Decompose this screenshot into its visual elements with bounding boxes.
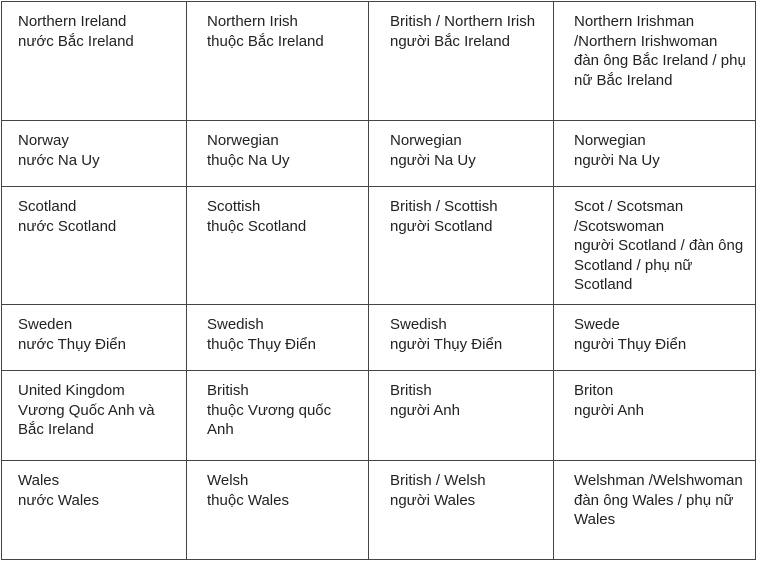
- people-cell: Swedish người Thụy Điển: [369, 305, 554, 371]
- adjective-cell: Welsh thuộc Wales: [187, 461, 369, 560]
- country-cell: Scotland nước Scotland: [2, 187, 187, 305]
- person-cell: Northern Irishman /Northern Irishwoman đàn ông Bắc Ireland / phụ nữ Bắc Ireland: [554, 2, 756, 121]
- adjective-cell: British thuộc Vương quốc Anh: [187, 371, 369, 461]
- person-cell: Briton người Anh: [554, 371, 756, 461]
- people-cell: British / Welsh người Wales: [369, 461, 554, 560]
- people-cell: British / Northern Irish người Bắc Ireland: [369, 2, 554, 121]
- country-cell: Norway nước Na Uy: [2, 121, 187, 187]
- person-cell: Welshman /Welshwoman đàn ông Wales / phụ nữ Wales: [554, 461, 756, 560]
- nationality-table: [1, 1, 756, 560]
- country-cell: United Kingdom Vương Quốc Anh và Bắc Ireland: [2, 371, 187, 461]
- people-cell: British người Anh: [369, 371, 554, 461]
- table-row: [2, 461, 756, 560]
- person-cell: Scot / Scotsman /Scotswoman người Scotland / đàn ông Scotland / phụ nữ Scotland: [554, 187, 756, 305]
- table-row: [2, 371, 756, 461]
- country-cell: Wales nước Wales: [2, 461, 187, 560]
- country-cell: Northern Ireland nước Bắc Ireland: [2, 2, 187, 121]
- table-row: [2, 305, 756, 371]
- people-cell: Norwegian người Na Uy: [369, 121, 554, 187]
- person-cell: Swede người Thụy Điển: [554, 305, 756, 371]
- adjective-cell: Scottish thuộc Scotland: [187, 187, 369, 305]
- people-cell: British / Scottish người Scotland: [369, 187, 554, 305]
- country-cell: Sweden nước Thụy Điển: [2, 305, 187, 371]
- table-row: [2, 187, 756, 305]
- adjective-cell: Northern Irish thuộc Bắc Ireland: [187, 2, 369, 121]
- table-row: [2, 121, 756, 187]
- adjective-cell: Norwegian thuộc Na Uy: [187, 121, 369, 187]
- table-row: [2, 2, 756, 121]
- person-cell: Norwegian người Na Uy: [554, 121, 756, 187]
- adjective-cell: Swedish thuộc Thụy Điển: [187, 305, 369, 371]
